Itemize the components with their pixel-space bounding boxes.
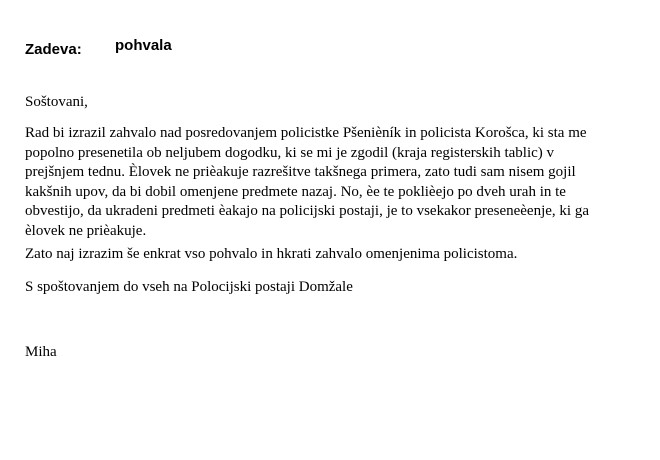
body-line: èlovek ne prièakuje.	[25, 222, 147, 239]
subject-label: Zadeva:	[25, 41, 82, 58]
signature: Miha	[25, 344, 57, 360]
body-line: popolno presenetila ob neljubem dogodku, ki se mi je zgodil (kraja registerskih tablic) v	[25, 144, 555, 161]
body-line: prejšnjem tednu. Èlovek ne prièakuje razrešitve takšnega primera, zato tudi sam nisem gojil	[25, 164, 576, 180]
letter-body	[25, 124, 589, 241]
closing-line: S spoštovanjem do vseh na Polocijski postaji Domžale	[25, 279, 353, 295]
body-line: Rad bi izrazil zahvalo nad posredovanjem policistke Pšenièník in policista Korošca, ki sta me	[25, 125, 587, 141]
subject-value: pohvala	[115, 37, 172, 54]
body-line: obvestijo, da ukradeni predmeti èakajo na policijski postaji, je to vsekakor preseneèenje, ki ga	[25, 203, 589, 219]
thanks-paragraph: Zato naj izrazim še enkrat vso pohvalo in hkrati zahvalo omenjenima policistoma.	[25, 246, 518, 262]
greeting: Soštovani,	[25, 94, 88, 110]
body-line: kakšnih upov, da bi dobil omenjene predmete nazaj. No, èe te poklièejo po dveh urah in te	[25, 183, 566, 200]
subject-line	[25, 37, 172, 58]
